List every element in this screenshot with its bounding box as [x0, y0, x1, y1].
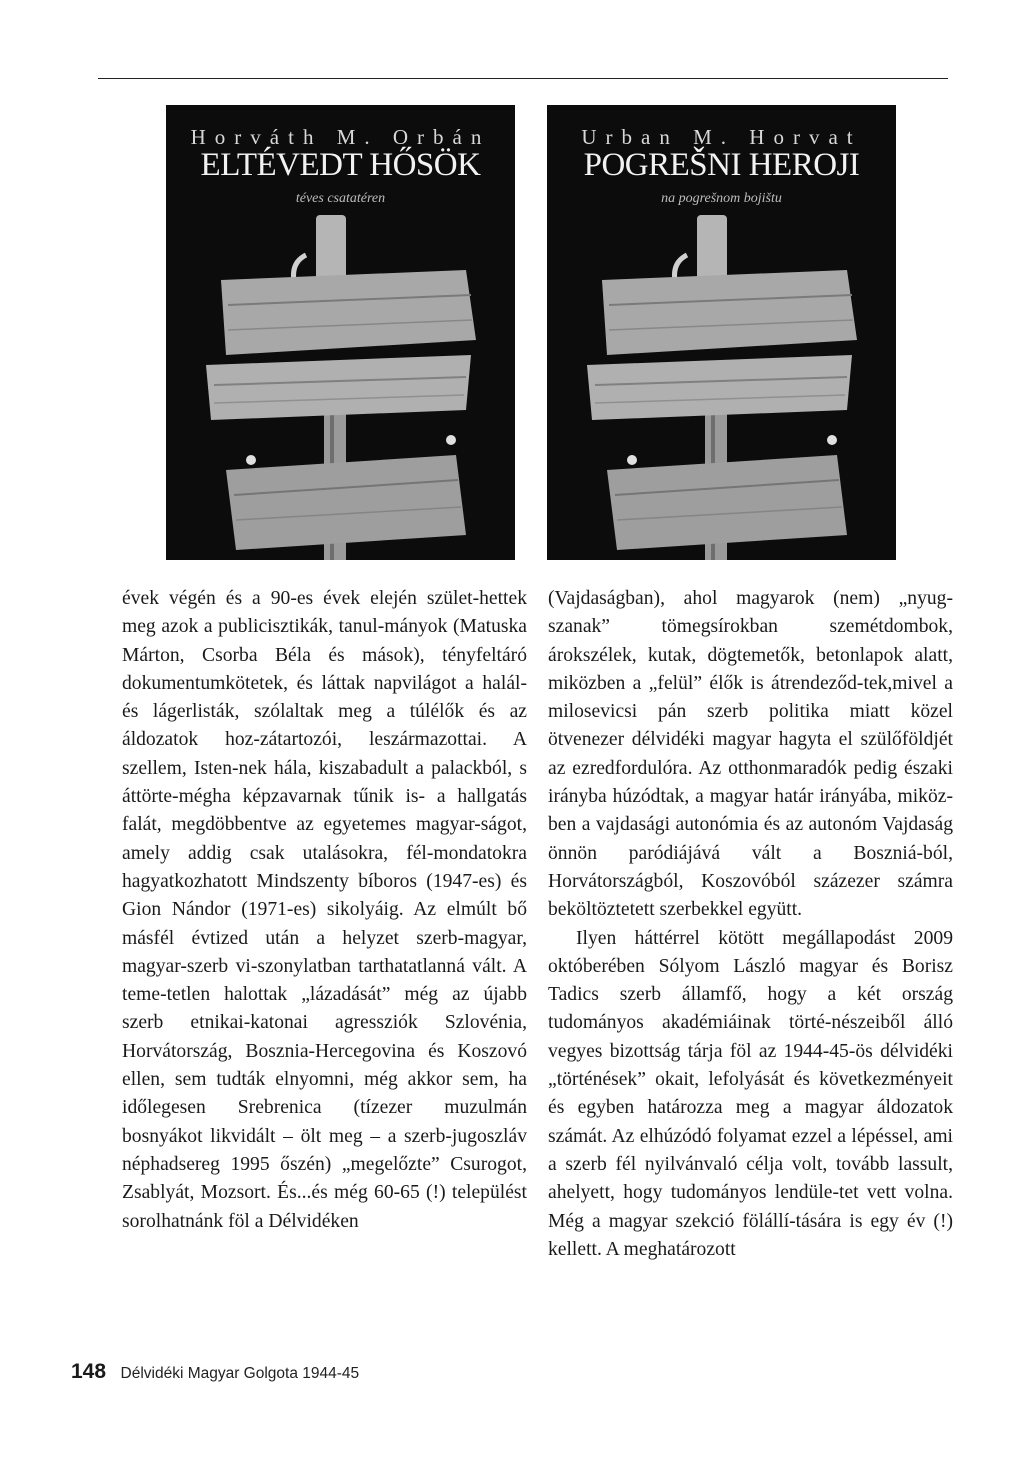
book-cover-serbian	[547, 105, 896, 560]
cover-subtitle: na pogrešnom bojištu	[661, 191, 782, 206]
page-number: 148	[71, 1360, 107, 1383]
text-column-left	[122, 585, 527, 1236]
wooden-grave-marker-illustration	[547, 215, 896, 560]
paragraph: (Vajdaságban), ahol magyarok (nem) „nyug-szanak” tömegsírokban szemétdombok, árokszélek, kutak, dögtemetők, betonlapok alatt, miközben a „felül” élők is átrendeződ-tek,mivel a milosevicsi pán szerb politika miatt közel ötvenezer délvidéki magyar hagyta el szülőföldjét az ezredfordulóra. Az otthonmaradók pedig északi irányba húzódtak, a magyar határ irányába, miköz-ben a vajdasági autonómia és az autonóm Vajdaság önnön paródiájává vált a Boszniá-ból, Horvátországból, Koszovóból százezer számra beköltöztetett szerbekkel együtt.	[548, 588, 953, 921]
cover-title: ELTÉVEDT HŐSÖK	[200, 147, 481, 183]
wooden-grave-marker-illustration	[166, 215, 515, 560]
running-title: Délvidéki Magyar Golgota 1944-45	[120, 1365, 360, 1382]
cover-author: Horváth M. Orbán	[190, 125, 491, 149]
cover-subtitle: téves csatatéren	[295, 191, 386, 206]
page-footer	[71, 1360, 359, 1384]
paragraph: Ilyen háttérrel kötött megállapodást 2009 októberében Sólyom László magyar és Borisz Tadics szerb államfő, hogy a két ország tudományos akadémiáinak törté-nészeiből álló vegyes bizottság tárja föl az 1944-45-ös délvidéki „történések” okait, lefolyását és következményeit és egyben határozza meg a magyar áldozatok számát. Az elhúzódó folyamat ezzel a lépéssel, ami a szerb fél nyilvánvaló célja volt, tovább lassult, ahelyett, hogy tudományos lendüle-tet vett volna. Még a magyar szekció fölállí-tására is egy év (!) kellett. A meghatározott	[548, 927, 953, 1260]
paragraph: évek végén és a 90-es évek elején szület-hettek meg azok a publicisztikák, tanul-mányok (Matuska Márton, Csorba Béla és mások), tényfeltáró dokumentumkötetek, és láttak napvilágot a halál- és lágerlisták, szólaltak meg a túlélők és az áldozatok hoz-zátartozói, leszármazottai. A szellem, Isten-nek hála, kiszabadult a palackból, s áttörte-mégha képzavarnak tűnik is- a hallgatás falát, megdöbbentve az egyetemes magyar-ságot, amely addig csak utalásokra, fél-mondatokra hagyatkozhatott Mindszenty bíboros (1947-es) és Gion Nándor (1971-es) sikolyáig. Az elmúlt bő másfél évtized után a helyzet szerb-magyar, magyar-szerb vi-szonylatban tarthatatlanná vált. A teme-tetlen halottak „lázadását” még az újabb szerb etnikai-katonai agressziók Szlovénia, Horvátország, Bosznia-Hercegovina és Koszovó ellen, sem tudták elnyomni, még akkor sem, ha időlegesen Srebrenica (tízezer muzulmán bosnyákot likvidált – ölt meg – a szerb-jugoszláv néphadsereg 1995 őszén) „megelőzte” Csurogot, Zsablyát, Mozsort. És...és még 60-65 (!) települést sorolhatnánk föl a Délvidéken	[122, 588, 527, 1232]
cover-author: Urban M. Horvat	[581, 125, 862, 149]
cover-title: POGREŠNI HEROJI	[583, 147, 860, 183]
book-cover-hungarian	[166, 105, 515, 560]
top-rule	[98, 78, 948, 79]
text-column-right	[548, 585, 953, 1264]
